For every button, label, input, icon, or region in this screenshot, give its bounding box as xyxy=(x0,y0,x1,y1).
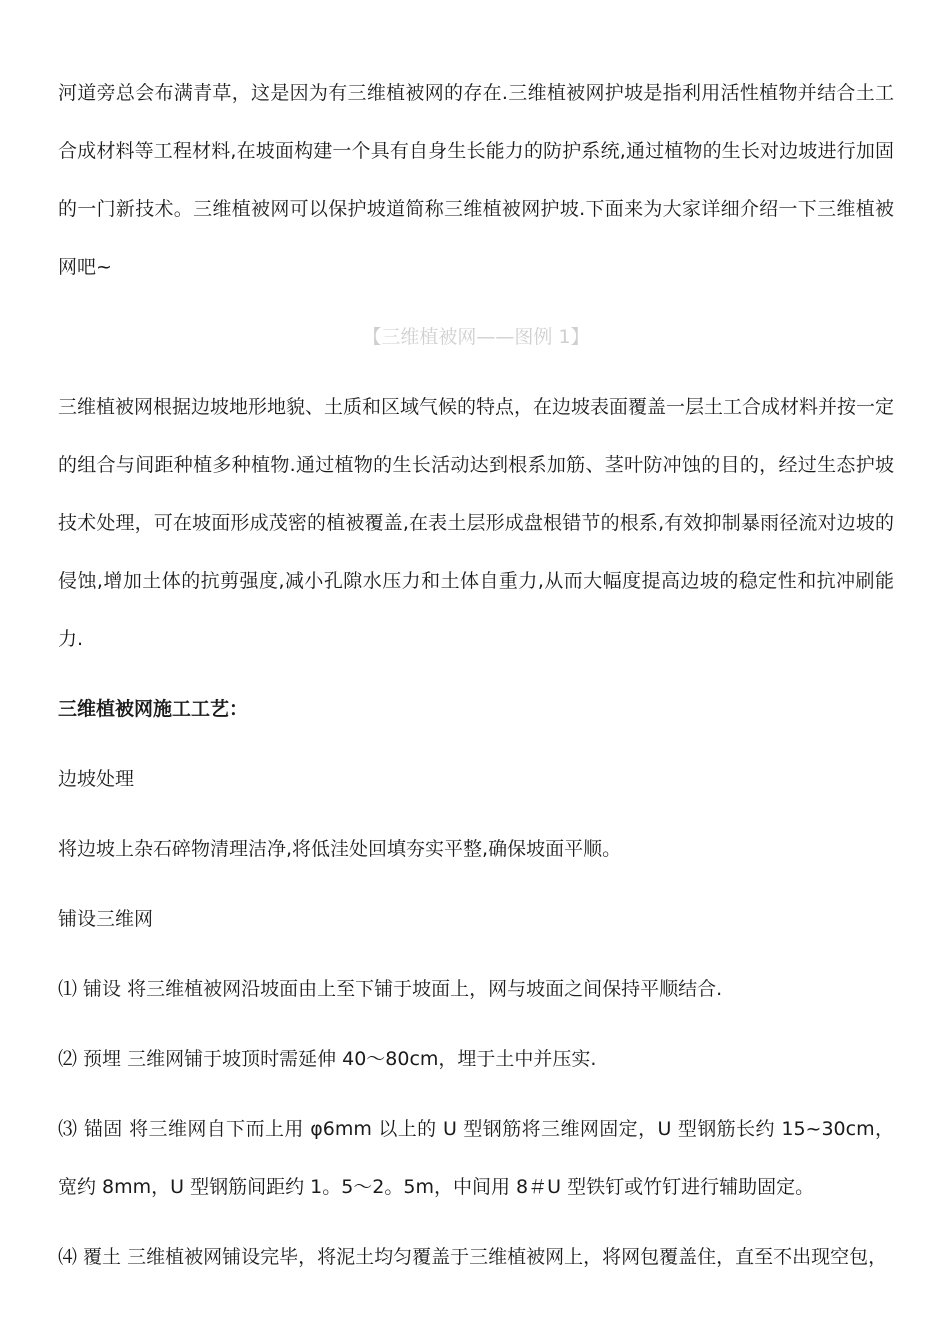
laying-title: 铺设三维网 xyxy=(58,908,154,930)
slope-treatment-title: 边坡处理 xyxy=(58,768,135,790)
spacer xyxy=(58,948,894,960)
process-heading: 三维植被网施工工艺： xyxy=(58,698,249,720)
step-1: ⑴ 铺设 将三维植被网沿坡面由上至下铺于坡面上，网与坡面之间保持平顺结合. xyxy=(58,978,723,1000)
spacer xyxy=(58,366,894,378)
spacer xyxy=(58,1216,894,1228)
spacer xyxy=(58,1088,894,1100)
intro-paragraph: 河道旁总会布满青草，这是因为有三维植被网的存在.三维植被网护坡是指利用活性植物并结合土工合成材料等工程材料,在坡面构建一个具有自身生长能力的防护系统,通过植物的生长对边坡进行加固的一门新技术。三维植被网可以保护坡道简称三维植被网护坡.下面来为大家详细介绍一下三维植被网吧~ xyxy=(58,82,894,278)
spacer xyxy=(58,738,894,750)
document-page xyxy=(58,64,894,1286)
spacer xyxy=(58,808,894,820)
figure-caption: 【三维植被网——图例 1】 xyxy=(362,326,590,348)
slope-treatment-text: 将边坡上杂石碎物清理洁净,将低洼处回填夯实平整,确保坡面平顺。 xyxy=(58,838,622,860)
step-3: ⑶ 锚固 将三维网自下而上用 φ6mm 以上的 U 型钢筋将三维网固定，U 型钢筋长约 15~30cm，宽约 8mm，U 型钢筋间距约 1。5～2。5m，中间用 8＃U 型铁钉或竹钉进行辅助固定。 xyxy=(58,1118,894,1198)
spacer xyxy=(58,878,894,890)
spacer xyxy=(58,668,894,680)
description-paragraph: 三维植被网根据边坡地形地貌、土质和区域气候的特点，在边坡表面覆盖一层土工合成材料并按一定的组合与间距种植多种植物.通过植物的生长活动达到根系加筋、茎叶防冲蚀的目的，经过生态护坡技术处理，可在坡面形成茂密的植被覆盖,在表土层形成盘根错节的根系,有效抑制暴雨径流对边坡的侵蚀,增加土体的抗剪强度,减小孔隙水压力和土体自重力,从而大幅度提高边坡的稳定性和抗冲刷能力. xyxy=(58,396,895,650)
spacer xyxy=(58,1018,894,1030)
step-2: ⑵ 预埋 三维网铺于坡顶时需延伸 40～80cm，埋于土中并压实. xyxy=(58,1048,597,1070)
step-4: ⑷ 覆土 三维植被网铺设完毕，将泥土均匀覆盖于三维植被网上，将网包覆盖住，直至不出现空包， xyxy=(58,1246,888,1268)
spacer xyxy=(58,296,894,308)
